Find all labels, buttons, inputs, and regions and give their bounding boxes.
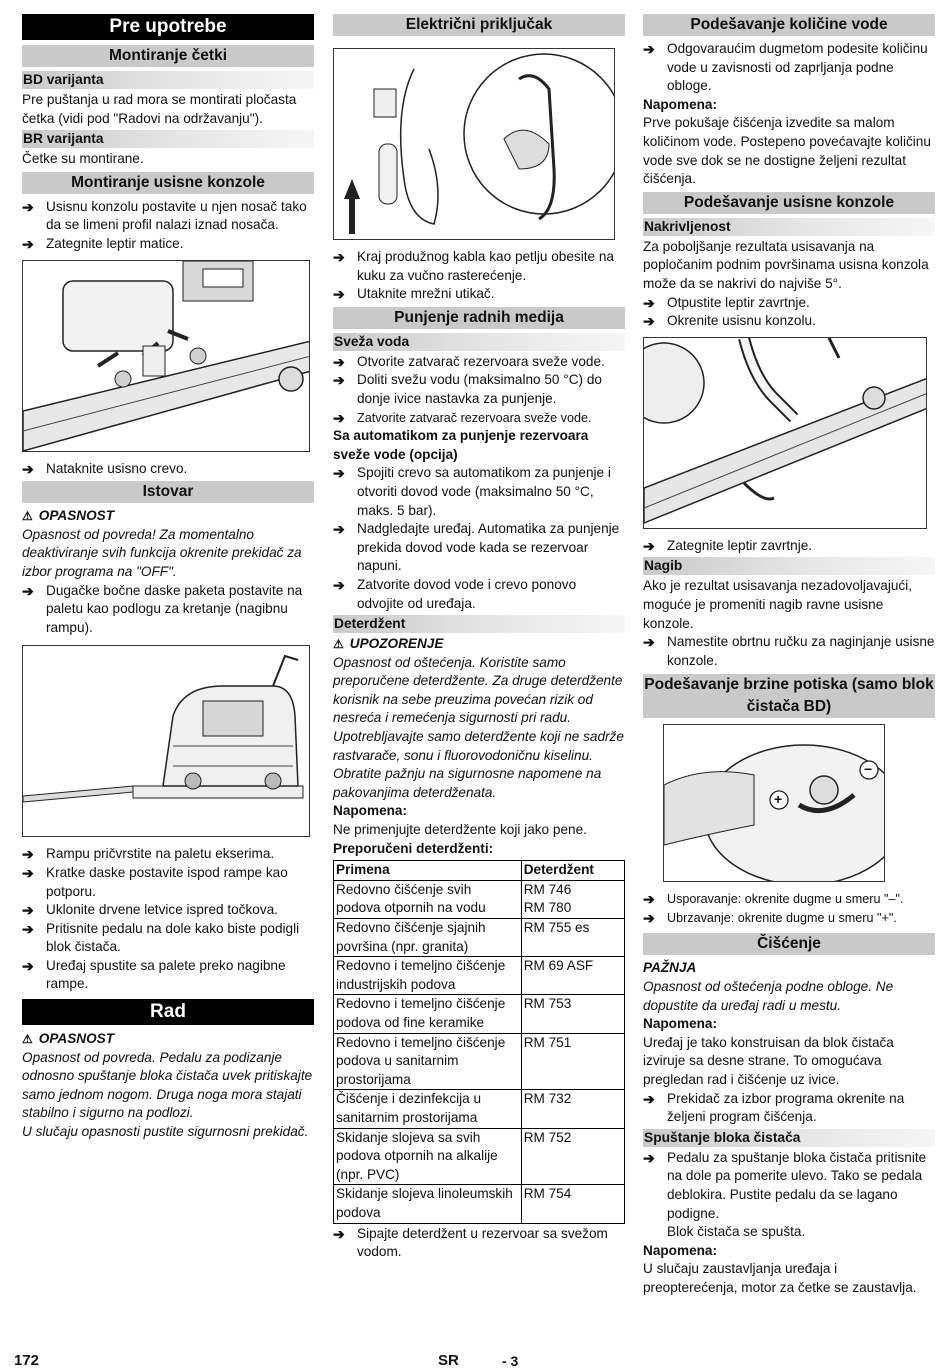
arrow-icon: ➔ [643, 41, 655, 57]
arrow-icon: ➔ [333, 465, 345, 482]
arrow-icon: ➔ [22, 957, 34, 974]
list-item: ➔ Otvorite zatvarač rezervoara sveže vode. [333, 353, 605, 370]
figure-speed-knob [663, 724, 885, 882]
heading-nagib: Nagib [643, 557, 935, 575]
arrow-icon: ➔ [22, 582, 34, 599]
auto-steps [333, 464, 625, 613]
sveza-steps [333, 353, 625, 427]
nakriv-steps [643, 294, 935, 331]
plus-icon: + [774, 791, 783, 808]
note-label: Napomena: [333, 803, 408, 819]
warning-text: Opasnost od oštećenja. Koristite samo preporučene deterdžente. Za druge deterdžente korisnik na sebe preuzima povećan rizik od nesreća i remećenja sigurnosti pri radu. [333, 654, 623, 726]
list-item: ➔ Zategnite leptir zavrtnje. [643, 537, 813, 554]
heading-montiranje-usisne: Montiranje usisne konzole [22, 172, 314, 194]
column-1 [22, 14, 314, 1142]
kabel-steps [333, 248, 625, 304]
arrow-icon: ➔ [333, 521, 345, 538]
heading-deterdzent: Deterdžent [333, 615, 625, 633]
arrow-icon: ➔ [22, 460, 34, 477]
heading-brzina-potiska: Podešavanje brzine potiska (samo blok čistača BD) [643, 674, 935, 718]
warning-text: U slučaju opasnosti pustite sigurnosni prekidač. [22, 1124, 309, 1140]
list-item: ➔ Utaknite mrežni utikač. [333, 286, 495, 303]
ramp-steps [22, 845, 314, 994]
language-code: SR [438, 1352, 459, 1369]
brzina-steps [643, 890, 935, 927]
table-row [334, 1185, 625, 1223]
warning-upozorenje: ⚠ UPOZORENJE [333, 635, 625, 654]
arrow-icon: ➔ [643, 1149, 655, 1166]
heading-usisna-konzola: Podešavanje usisne konzole [643, 192, 935, 214]
heading-kolicina-vode: Podešavanje količine vode [643, 14, 935, 36]
arrow-icon: ➔ [643, 294, 655, 311]
table-row [334, 957, 625, 995]
table-cell-deterdzent: RM 753 [521, 995, 624, 1033]
table-row [334, 995, 625, 1033]
arrow-icon: ➔ [22, 198, 34, 215]
heading-br-varijanta: BR varijanta [22, 130, 314, 148]
list-item: ➔ Uklonite drvene letvice ispred točkova. [22, 902, 278, 919]
bd-variant-text: Pre puštanja u rad mora se montirati pločasta četka (vidi pod "Radovi na održavanju"). [22, 92, 297, 126]
note-label: Napomena: [643, 1242, 718, 1258]
arrow-icon: ➔ [333, 1225, 345, 1242]
section-title-pre-upotrebe: Pre upotrebe [22, 14, 314, 40]
table-cell-deterdzent: RM 732 [521, 1090, 624, 1128]
list-item: ➔ Nadgledajte uređaj. Automatika za punjenje prekida dovod vode kada se rezervoar napuni. [333, 521, 620, 574]
warning-text: Opasnost od povreda. Pedalu za podizanje odnosno spuštanje bloka čistača uvek pritiskajte samo jednom nogom. Druga noga mora stajati stabilno i sigurno na podlozi. [22, 1049, 313, 1121]
arrow-icon: ➔ [22, 864, 34, 881]
list-item: ➔ Pedalu za spuštanje bloka čistača pritisnite na dole pa pomerite ulevo. Tako se pedala deblokira. Pustite pedalu da se lagano podigne. [643, 1149, 927, 1221]
list-item: ➔ Spojiti crevo sa automatikom za punjenje i otvoriti dovod vode (maksimalno 50 °C, maks. 5 bar). [333, 465, 611, 518]
warning-opasnost: ⚠ OPASNOST [22, 507, 314, 526]
list-item: ➔ Okrenite usisnu konzolu. [643, 313, 816, 330]
table-header: Deterdžent [521, 861, 624, 881]
warning-text: Opasnost od povreda! Za momentalno deaktiviranje svih funkcija okrenite prekidač za izbor programa na "OFF". [22, 526, 302, 579]
column-3 [643, 14, 935, 1298]
arrow-icon: ➔ [643, 1090, 655, 1107]
list-item: ➔ Odgovaraućim dugmetom podesite količinu vode u zavisnosti od zaprljanja podne obloge. [643, 41, 928, 94]
table-cell-deterdzent: RM 751 [521, 1033, 624, 1090]
table-row [334, 880, 625, 918]
usisna-steps [22, 198, 314, 254]
note-text: Prve pokušaje čišćenja izvedite sa malom količinom vode. Postepeno povećavajte količinu vode sve dok se ne dostigne željeni rezultat čišćenja. [643, 115, 931, 187]
table-row [334, 1128, 625, 1185]
nakriv-text: Za poboljšanje rezultata usisavanja na popločanim podnim površinama usisna konzola može da se nakrivi do najviše 5°. [643, 238, 929, 291]
arrow-icon: ➔ [333, 286, 345, 303]
arrow-icon: ➔ [22, 902, 34, 919]
list-item: ➔ Ubrzavanje: okrenite dugme u smeru "+". [643, 909, 897, 926]
figure-squeegee-tilt [643, 337, 927, 529]
warning-icon: ⚠ [333, 637, 344, 652]
list-item: ➔ Nataknite usisno crevo. [22, 460, 188, 477]
arrow-icon: ➔ [643, 891, 655, 908]
heading-punjenje: Punjenje radnih medija [333, 307, 625, 329]
note-label: Napomena: [643, 96, 718, 112]
arrow-icon: ➔ [333, 249, 345, 265]
table-cell-primena: Redovno i temeljno čišćenje podova u sanitarnim prostorijama [334, 1033, 522, 1090]
table-cell-primena: Redovno i temeljno čišćenje industrijskih podova [334, 957, 522, 995]
table-cell-primena: Čišćenje i dezinfekcija u sanitarnim prostorijama [334, 1090, 522, 1128]
heading-spustanje: Spuštanje bloka čistača [643, 1129, 935, 1147]
table-cell-deterdzent: RM 752 [521, 1128, 624, 1185]
arrow-icon: ➔ [22, 920, 34, 937]
table-title: Preporučeni deterdženti: [333, 840, 494, 856]
arrow-icon: ➔ [22, 235, 34, 252]
figure-unloading-ramp [22, 645, 310, 837]
arrow-icon: ➔ [22, 846, 34, 863]
heading-sveza-voda: Sveža voda [333, 333, 625, 351]
detergent-table [333, 860, 625, 1223]
warning-text: Obratite pažnju na sigurnosne napomene na pakovanjima deterdženata. [333, 766, 602, 800]
column-2 [333, 14, 625, 1262]
table-cell-primena: Redovno čišćenje sjajnih površina (npr. granita) [334, 919, 522, 957]
table-cell-deterdzent: RM 746 RM 780 [521, 880, 624, 918]
table-row [334, 1090, 625, 1128]
arrow-icon: ➔ [333, 576, 345, 593]
arrow-icon: ➔ [333, 372, 345, 389]
heading-ciscenje: Čišćenje [643, 933, 935, 955]
list-item: ➔ Uređaj spustite sa palete preko nagibne rampe. [22, 957, 286, 992]
page-number: 172 [14, 1352, 40, 1369]
warning-opasnost-rad: ⚠ OPASNOST [22, 1030, 314, 1049]
figure-cable-hook [333, 48, 615, 240]
arrow-icon: ➔ [333, 353, 345, 370]
list-item: ➔ Pritisnite pedalu na dole kako biste podigli blok čistača. [22, 920, 300, 955]
warning-text: Opasnost od oštećenja podne obloge. Ne dopustite da uređaj radi u mestu. [643, 979, 894, 1013]
list-item: ➔ Namestite obrtnu ručku za naginjanje usisne konzole. [643, 634, 935, 668]
list-item: ➔ Usporavanje: okrenite dugme u smeru "–". [643, 891, 904, 908]
section-title-rad: Rad [22, 999, 314, 1025]
figure-squeegee-mount [22, 260, 310, 452]
list-item: ➔ Kratke daske postavite ispod rampe kao potporu. [22, 864, 288, 899]
arrow-icon: ➔ [643, 537, 655, 554]
heading-bd-varijanta: BD varijanta [22, 71, 314, 89]
table-header-row [334, 861, 625, 881]
arrow-icon: ➔ [643, 313, 655, 330]
br-variant-text: Četke su montirane. [22, 151, 144, 167]
list-item: ➔ Usisnu konzolu postavite u njen nosač tako da se limeni profil nalazi iznad nosača. [22, 198, 307, 233]
list-item: ➔ Dugačke bočne daske paketa postavite na paletu kao podlogu za kretanje (nagibnu rampu). [22, 582, 303, 635]
table-cell-primena: Skidanje slojeva sa svih podova otpornih na alkalije (npr. PVC) [334, 1128, 522, 1185]
arrow-icon: ➔ [643, 909, 655, 926]
list-item: ➔ Prekidač za izbor programa okrenite na željeni program čišćenja. [643, 1090, 905, 1125]
table-cell-primena: Redovno i temeljno čišćenje podova od fine keramike [334, 995, 522, 1033]
note-text: Uređaj je tako konstruisan da blok čistača izviruje sa desne strane. To omogućava pregledan rad i čišćenje uz ivice. [643, 1034, 894, 1088]
warning-icon: ⚠ [22, 509, 33, 524]
list-item: ➔ Rampu pričvrstite na paletu ekserima. [22, 846, 275, 863]
list-item: ➔ Zatvorite dovod vode i crevo ponovo odvojite od uređaja. [333, 576, 577, 611]
nagib-text: Ako je rezultat usisavanja nezadovoljavajući, moguće je promeniti nagib ravne usisne konzole. [643, 578, 913, 631]
note-label: Napomena: [643, 1016, 718, 1032]
list-item: ➔ Zategnite leptir matice. [22, 235, 184, 252]
list-item: ➔ Kraj produžnog kabla kao petlju obesite na kuku za vučno rasterećenje. [333, 249, 614, 283]
arrow-icon: ➔ [643, 634, 655, 651]
table-cell-primena: Skidanje slojeva linoleumskih podova [334, 1185, 522, 1223]
table-row [334, 1033, 625, 1090]
heading-nakrivljenost: Nakrivljenost [643, 218, 935, 236]
table-row [334, 919, 625, 957]
warning-paznja: PAŽNJA [643, 960, 697, 976]
spustanje-result: Blok čistača se spušta. [667, 1224, 806, 1240]
table-cell-deterdzent: RM 755 es [521, 919, 624, 957]
heading-montiranje-cetki: Montiranje četki [22, 45, 314, 67]
table-cell-deterdzent: RM 69 ASF [521, 957, 624, 995]
sub-page-number: - 3 [502, 1353, 519, 1369]
list-item: ➔ Doliti svežu vodu (maksimalno 50 °C) do donje ivice nastavka za punjenje. [333, 372, 602, 406]
list-item: ➔ Otpustite leptir zavrtnje. [643, 294, 810, 311]
note-text: U slučaju zaustavljanja uređaja i preopterećenja, motor za četke se zaustavlja. [643, 1261, 917, 1295]
list-item: ➔ Zatvorite zatvarač rezervoara sveže vode. [333, 409, 592, 426]
heading-istovar: Istovar [22, 481, 314, 503]
note-text: Ne primenjujte deterdžente koji jako pene. [333, 822, 587, 838]
minus-icon: − [864, 761, 873, 778]
heading-elektricni: Električni priključak [333, 14, 625, 36]
warning-text: Upotrebljavajte samo deterdžente koji ne sadrže rastvarače, sonu i fluorovodoničnu kiselinu. [333, 729, 624, 763]
auto-heading: Sa automatikom za punjenje rezervoara sveže vode (opcija) [333, 428, 589, 462]
table-cell-primena: Redovno čišćenje svih podova otpornih na vodu [334, 880, 522, 918]
arrow-icon: ➔ [333, 409, 345, 426]
table-header: Primena [334, 861, 522, 881]
list-item: ➔ Sipajte deterdžent u rezervoar sa svežom vodom. [333, 1225, 608, 1260]
table-cell-deterdzent: RM 754 [521, 1185, 624, 1223]
warning-icon: ⚠ [22, 1032, 33, 1047]
